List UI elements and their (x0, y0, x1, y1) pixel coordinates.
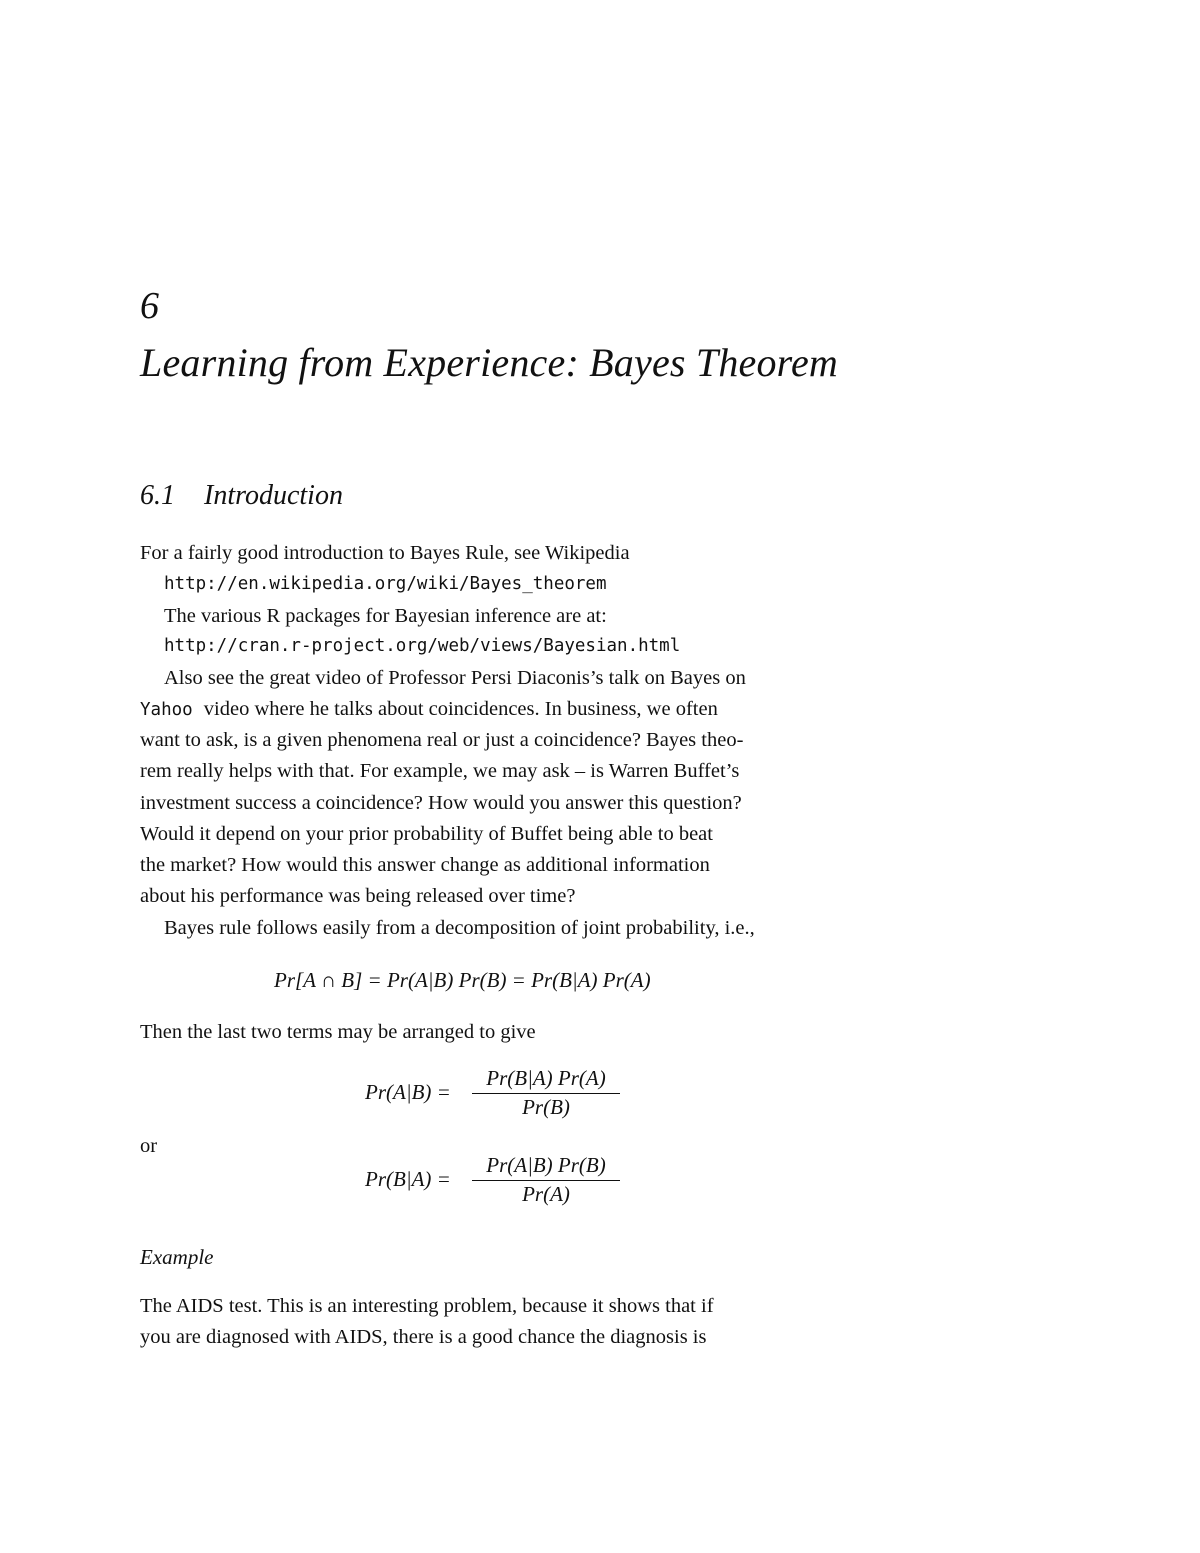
wikipedia-link[interactable]: http://en.wikipedia.org/wiki/Bayes_theorem (164, 574, 607, 594)
paragraph-line: investment success a coincidence? How would you answer this question? (140, 792, 742, 814)
equation-bayes-2-denominator: Pr(A) (522, 1182, 570, 1206)
section-title: Introduction (204, 480, 343, 511)
paragraph-line: Would it depend on your prior probability of Buffet being able to beat (140, 823, 713, 845)
equation-bayes-1-numerator: Pr(B|A) Pr(A) (486, 1066, 606, 1090)
paragraph-line: about his performance was being released over time? (140, 885, 576, 907)
intro-line: For a fairly good introduction to Bayes Rule, see Wikipedia (140, 542, 630, 564)
equation-bayes-2-numerator: Pr(A|B) Pr(B) (486, 1153, 606, 1177)
example-line: you are diagnosed with AIDS, there is a good chance the diagnosis is (140, 1326, 707, 1348)
paragraph-line-text: video where he talks about coincidences. In business, we often (203, 698, 718, 720)
yahoo-mono-word: Yahoo (140, 700, 193, 720)
r-packages-line: The various R packages for Bayesian inference are at: (164, 605, 607, 627)
paragraph-line: the market? How would this answer change as additional information (140, 854, 710, 876)
fraction-bar (472, 1180, 620, 1181)
equation-bayes-1-fraction (472, 1066, 620, 1120)
fraction-bar (472, 1093, 620, 1094)
then-line: Then the last two terms may be arranged to give (140, 1021, 536, 1043)
example-heading: Example (140, 1245, 214, 1269)
cran-link[interactable]: http://cran.r-project.org/web/views/Bayesian.html (164, 636, 681, 656)
chapter-number: 6 (140, 285, 159, 327)
equation-bayes-1-denominator: Pr(B) (522, 1095, 570, 1119)
paragraph-line: want to ask, is a given phenomena real or just a coincidence? Bayes theo- (140, 729, 744, 751)
section-number: 6.1 (140, 480, 175, 511)
or-word: or (140, 1135, 158, 1157)
equation-bayes-2-lhs: Pr(B|A) = (365, 1167, 451, 1191)
example-line: The AIDS test. This is an interesting problem, because it shows that if (140, 1295, 714, 1317)
equation-bayes-2-fraction (472, 1153, 620, 1207)
paragraph-line: Also see the great video of Professor Persi Diaconis’s talk on Bayes on (164, 667, 746, 689)
chapter-title: Learning from Experience: Bayes Theorem (140, 340, 838, 385)
bayes-rule-line: Bayes rule follows easily from a decomposition of joint probability, i.e., (164, 917, 755, 939)
paragraph-line-with-mono (140, 694, 718, 725)
paragraph-line: rem really helps with that. For example, we may ask – is Warren Buffet’s (140, 760, 740, 782)
equation-joint-probability: Pr[A ∩ B] = Pr(A|B) Pr(B) = Pr(B|A) Pr(A) (274, 968, 651, 992)
equation-bayes-1-lhs: Pr(A|B) = (365, 1080, 451, 1104)
